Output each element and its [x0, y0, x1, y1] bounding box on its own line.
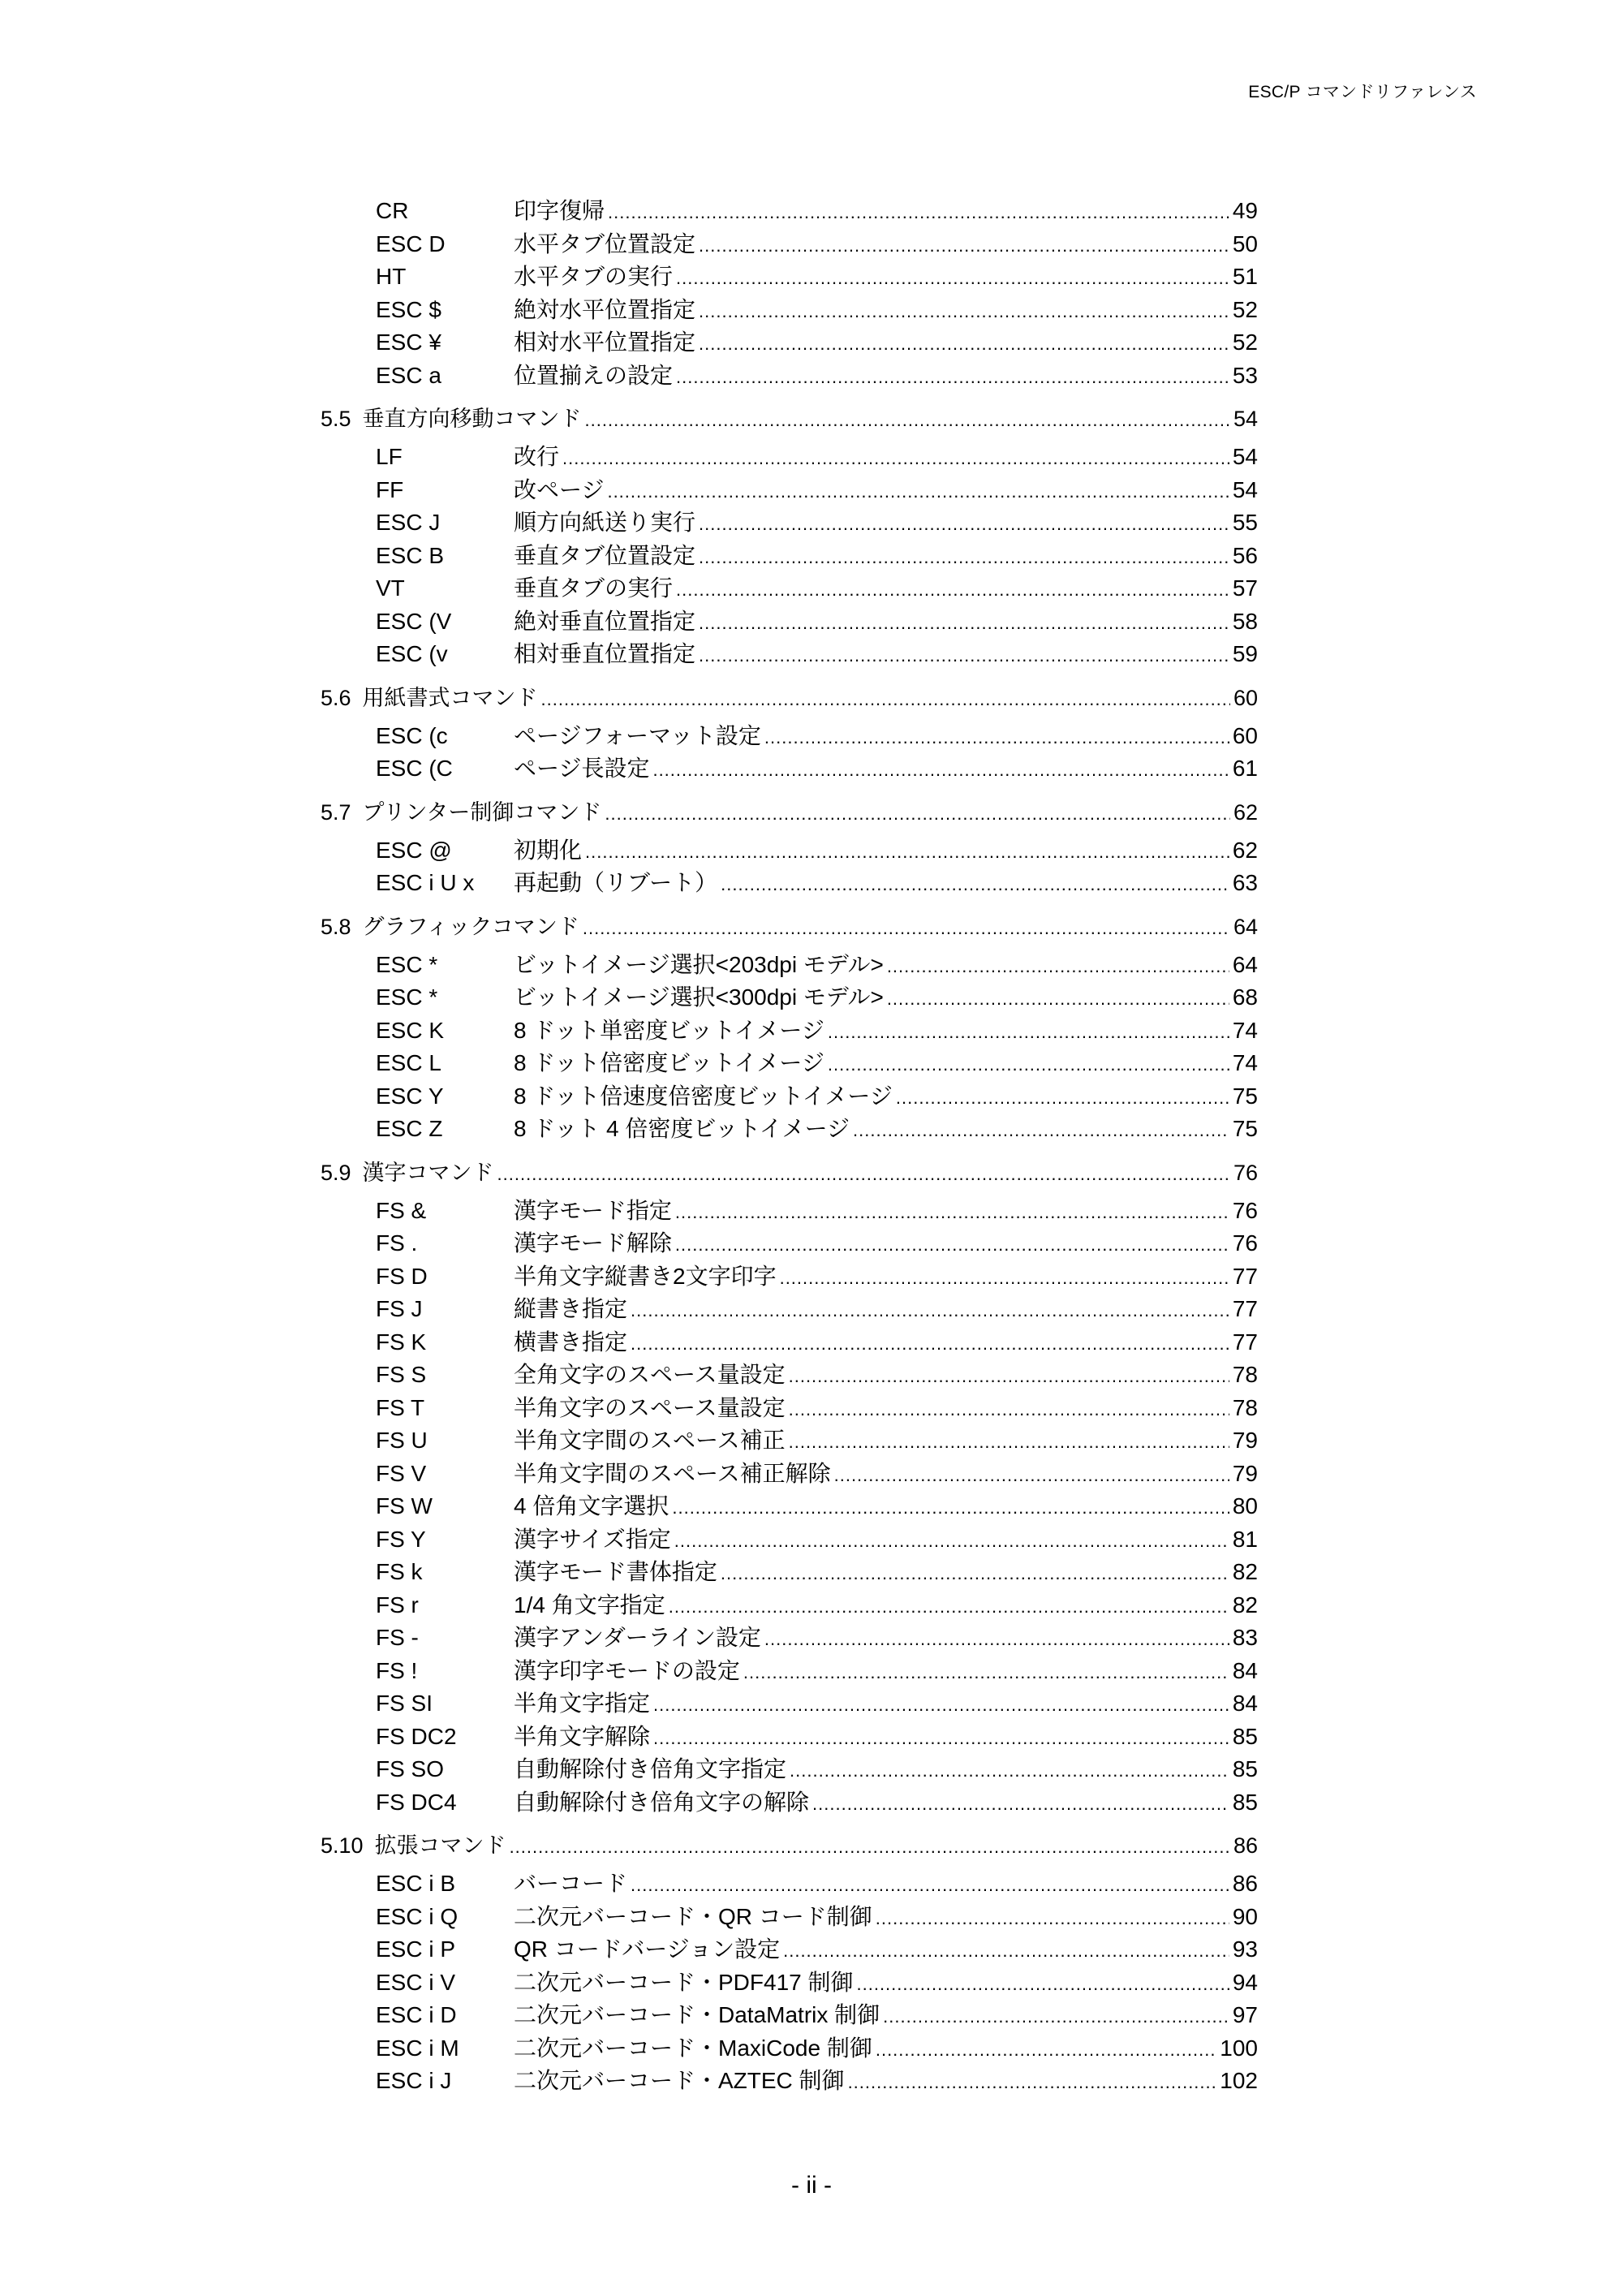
- entry-title: 漢字モード指定: [514, 1197, 672, 1223]
- toc-entry[interactable]: [321, 1589, 1258, 1622]
- dot-leader: [669, 1591, 1229, 1624]
- toc-section-heading[interactable]: [321, 1157, 1258, 1189]
- toc-section: [321, 796, 1258, 900]
- entry-title: 絶対水平位置指定: [514, 296, 696, 322]
- dot-leader: [857, 1968, 1229, 2001]
- entry-page-number: 82: [1232, 1592, 1258, 1618]
- entry-title: 絶対垂直位置指定: [514, 608, 696, 634]
- command-code: ESC Y: [376, 1083, 444, 1109]
- entry-title: ビットイメージ選択<203dpi モデル>: [514, 951, 884, 977]
- entry-page-number: 58: [1232, 608, 1258, 634]
- toc-entry[interactable]: [321, 195, 1258, 228]
- entry-page-number: 97: [1232, 2002, 1258, 2027]
- command-code: FS DC2: [376, 1723, 457, 1749]
- toc-entry[interactable]: [321, 1047, 1258, 1080]
- running-header: ESC/P コマンドリファレンス: [1248, 83, 1477, 101]
- command-code: VT: [376, 575, 405, 601]
- entry-page-number: 102: [1220, 2068, 1258, 2093]
- dot-leader: [790, 1755, 1229, 1788]
- command-code: FS K: [376, 1329, 427, 1355]
- section-page-number: 54: [1233, 407, 1258, 431]
- entry-page-number: 77: [1232, 1329, 1258, 1355]
- toc-section: [321, 195, 1258, 392]
- entry-title: 漢字モード解除: [514, 1230, 672, 1256]
- command-code: ESC (v: [376, 641, 448, 666]
- toc-entry[interactable]: [321, 2032, 1258, 2066]
- entry-page-number: 75: [1232, 1116, 1258, 1141]
- dot-leader: [541, 683, 1230, 716]
- entry-page-number: 55: [1232, 510, 1258, 535]
- entry-page-number: 85: [1232, 1756, 1258, 1781]
- dot-leader: [789, 1360, 1229, 1394]
- section-page-number: 62: [1233, 799, 1258, 825]
- dot-leader: [510, 1831, 1230, 1863]
- entry-title: 半角文字指定: [514, 1691, 651, 1716]
- command-code: ESC i D: [376, 2002, 457, 2027]
- command-code: ESC K: [376, 1017, 445, 1043]
- dot-leader: [887, 983, 1229, 1016]
- entry-title: バーコード: [514, 1871, 628, 1896]
- toc-section: [321, 403, 1258, 671]
- command-code: CR: [376, 198, 409, 223]
- dot-leader: [699, 328, 1229, 361]
- entry-title: ビットイメージ選択<300dpi モデル>: [514, 984, 884, 1010]
- command-code: FS k: [376, 1559, 423, 1584]
- entry-page-number: 64: [1232, 951, 1258, 977]
- entry-page-number: 61: [1232, 756, 1258, 781]
- dot-leader: [605, 798, 1230, 830]
- command-code: ESC B: [376, 542, 445, 568]
- entry-title: 8 ドット単密度ビットイメージ: [514, 1017, 824, 1043]
- dot-leader: [699, 607, 1229, 640]
- toc-entry[interactable]: [321, 1424, 1258, 1458]
- section-page-number: 60: [1233, 685, 1258, 710]
- entry-page-number: 90: [1232, 1903, 1258, 1929]
- toc-entry[interactable]: [321, 1260, 1258, 1294]
- dot-leader: [883, 2001, 1229, 2034]
- command-code: FS r: [376, 1592, 419, 1618]
- command-code: ESC a: [376, 362, 441, 388]
- command-code: ESC @: [376, 837, 452, 863]
- entry-title: 二次元バーコード・PDF417 制御: [514, 1969, 854, 1995]
- entry-title: 縦書き指定: [514, 1296, 628, 1321]
- toc-entry[interactable]: [321, 228, 1258, 261]
- dot-leader: [876, 2034, 1216, 2067]
- toc-entry[interactable]: [321, 752, 1258, 786]
- entry-page-number: 85: [1232, 1723, 1258, 1749]
- table-of-contents: [321, 195, 1258, 2098]
- section-title: プリンター制御コマンド: [362, 799, 602, 825]
- toc-entry[interactable]: [321, 638, 1258, 671]
- entry-page-number: 86: [1232, 1871, 1258, 1896]
- entry-page-number: 74: [1232, 1050, 1258, 1075]
- toc-entry[interactable]: [321, 1556, 1258, 1589]
- toc-entry[interactable]: [321, 605, 1258, 639]
- command-code: ESC i M: [376, 2035, 459, 2061]
- toc-section: [321, 1157, 1258, 1820]
- entry-page-number: 84: [1232, 1691, 1258, 1716]
- entry-title: 漢字印字モードの設定: [514, 1657, 740, 1683]
- entry-page-number: 74: [1232, 1017, 1258, 1043]
- command-code: FS J: [376, 1296, 423, 1321]
- entry-title: 再起動（リブート）: [514, 870, 718, 895]
- entry-title: 半角文字のスペース量設定: [514, 1394, 786, 1420]
- dot-leader: [834, 1459, 1229, 1493]
- dot-leader: [699, 508, 1229, 541]
- toc-entry[interactable]: [321, 1721, 1258, 1754]
- entry-title: 漢字アンダーライン設定: [514, 1625, 761, 1650]
- entry-page-number: 82: [1232, 1559, 1258, 1584]
- command-code: FS .: [376, 1230, 418, 1256]
- command-code: ESC $: [376, 296, 441, 322]
- dot-leader: [497, 1158, 1230, 1191]
- entry-title: 相対垂直位置指定: [514, 641, 696, 666]
- toc-entry[interactable]: [321, 867, 1258, 900]
- toc-section-heading[interactable]: [321, 682, 1258, 714]
- toc-entry[interactable]: [321, 1867, 1258, 1901]
- toc-entry[interactable]: [321, 949, 1258, 982]
- dot-leader: [652, 754, 1229, 787]
- dot-leader: [653, 1689, 1229, 1722]
- entry-page-number: 79: [1232, 1460, 1258, 1486]
- command-code: ESC D: [376, 230, 446, 256]
- entry-page-number: 83: [1232, 1625, 1258, 1650]
- command-code: FS W: [376, 1493, 433, 1518]
- command-code: FS !: [376, 1657, 418, 1683]
- command-code: HT: [376, 264, 407, 289]
- entry-title: 半角文字縦書き2文字印字: [514, 1263, 777, 1289]
- command-code: ESC i J: [376, 2068, 452, 2093]
- entry-title: 8 ドット 4 倍密度ビットイメージ: [514, 1116, 850, 1141]
- dot-leader: [674, 1525, 1229, 1558]
- command-code: ESC J: [376, 510, 441, 535]
- command-code: FS T: [376, 1394, 425, 1420]
- entry-page-number: 62: [1232, 837, 1258, 863]
- command-code: LF: [376, 444, 403, 469]
- dot-leader: [585, 404, 1230, 437]
- dot-leader: [743, 1656, 1229, 1690]
- toc-entry[interactable]: [321, 1622, 1258, 1655]
- entry-title: 漢字サイズ指定: [514, 1526, 671, 1552]
- entry-title: 水平タブ位置設定: [514, 230, 696, 256]
- toc-entry[interactable]: [321, 1655, 1258, 1688]
- section-title: 漢字コマンド: [362, 1160, 494, 1185]
- toc-entry[interactable]: [321, 834, 1258, 868]
- command-code: FS S: [376, 1362, 427, 1387]
- toc-entry[interactable]: [321, 1113, 1258, 1146]
- toc-section: [321, 1829, 1258, 2098]
- dot-leader: [699, 295, 1229, 329]
- dot-leader: [764, 1623, 1229, 1656]
- entry-page-number: 84: [1232, 1657, 1258, 1683]
- dot-leader: [675, 1229, 1229, 1262]
- command-code: ESC i P: [376, 1936, 456, 1962]
- dot-leader: [676, 574, 1229, 607]
- entry-title: 相対水平位置指定: [514, 330, 696, 355]
- toc-entry[interactable]: [321, 1227, 1258, 1260]
- entry-page-number: 100: [1220, 2035, 1258, 2061]
- command-code: ESC L: [376, 1050, 441, 1075]
- entry-title: 位置揃えの設定: [514, 362, 674, 388]
- section-page-number: 76: [1233, 1160, 1258, 1185]
- toc-entry[interactable]: [321, 1014, 1258, 1048]
- entry-page-number: 76: [1232, 1230, 1258, 1256]
- dot-leader: [631, 1294, 1229, 1328]
- toc-entry[interactable]: [321, 981, 1258, 1014]
- toc-entry[interactable]: [321, 1786, 1258, 1820]
- dot-leader: [562, 442, 1229, 476]
- entry-title: 垂直タブの実行: [514, 575, 674, 601]
- toc-entry[interactable]: [321, 1901, 1258, 1934]
- dot-leader: [876, 1902, 1229, 1936]
- toc-entry[interactable]: [321, 441, 1258, 474]
- dot-leader: [653, 1722, 1229, 1755]
- entry-title: 二次元バーコード・AZTEC 制御: [514, 2068, 845, 2093]
- entry-page-number: 56: [1232, 542, 1258, 568]
- dot-leader: [828, 1049, 1229, 1082]
- section-title: 拡張コマンド: [374, 1833, 506, 1858]
- entry-page-number: 53: [1232, 362, 1258, 388]
- entry-page-number: 57: [1232, 575, 1258, 601]
- entry-page-number: 68: [1232, 984, 1258, 1010]
- dot-leader: [699, 230, 1229, 263]
- entry-title: ページ長設定: [514, 756, 650, 781]
- entry-page-number: 85: [1232, 1789, 1258, 1815]
- section-number: 5.5: [321, 407, 351, 431]
- dot-leader: [828, 1016, 1229, 1049]
- entry-page-number: 63: [1232, 870, 1258, 895]
- command-code: FS SO: [376, 1756, 445, 1781]
- toc-section-heading[interactable]: [321, 403, 1258, 435]
- entry-page-number: 54: [1232, 444, 1258, 469]
- command-code: FF: [376, 476, 404, 502]
- entry-title: 横書き指定: [514, 1329, 628, 1355]
- toc-entry[interactable]: [321, 360, 1258, 393]
- entry-title: 二次元バーコード・QR コード制御: [514, 1903, 872, 1929]
- dot-leader: [631, 1328, 1229, 1361]
- entry-page-number: 94: [1232, 1969, 1258, 1995]
- command-code: ESC (C: [376, 756, 453, 781]
- command-code: ESC (c: [376, 722, 448, 748]
- entry-title: 自動解除付き倍角文字指定: [514, 1756, 787, 1781]
- entry-title: 自動解除付き倍角文字の解除: [514, 1789, 810, 1815]
- entry-title: 1/4 角文字指定: [514, 1592, 665, 1618]
- command-code: ESC i Q: [376, 1903, 458, 1929]
- command-code: FS SI: [376, 1691, 433, 1716]
- entry-page-number: 51: [1232, 264, 1258, 289]
- dot-leader: [896, 1082, 1229, 1115]
- entry-title: ページフォーマット設定: [514, 722, 761, 748]
- command-code: ESC *: [376, 984, 438, 1010]
- toc-entry[interactable]: [321, 1687, 1258, 1721]
- dot-leader: [812, 1788, 1229, 1821]
- entry-page-number: 52: [1232, 330, 1258, 355]
- entry-title: 順方向紙送り実行: [514, 510, 696, 535]
- page-number: - ii -: [791, 2172, 832, 2199]
- entry-title: 二次元バーコード・MaxiCode 制御: [514, 2035, 872, 2061]
- toc-entry[interactable]: [321, 1326, 1258, 1359]
- command-code: FS Y: [376, 1526, 426, 1552]
- dot-leader: [699, 541, 1229, 575]
- dot-leader: [848, 2066, 1217, 2100]
- section-number: 5.10: [321, 1833, 364, 1858]
- toc-entry[interactable]: [321, 326, 1258, 360]
- entry-title: 半角文字間のスペース補正: [514, 1428, 786, 1453]
- toc-entry[interactable]: [321, 1080, 1258, 1114]
- dot-leader: [676, 262, 1229, 295]
- toc-entry[interactable]: [321, 1458, 1258, 1491]
- command-code: FS -: [376, 1625, 419, 1650]
- entry-page-number: 49: [1232, 198, 1258, 223]
- dot-leader: [780, 1262, 1229, 1295]
- section-number: 5.9: [321, 1160, 351, 1185]
- command-code: ESC i V: [376, 1969, 456, 1995]
- entry-page-number: 77: [1232, 1296, 1258, 1321]
- toc-entry[interactable]: [321, 506, 1258, 540]
- dot-leader: [853, 1114, 1229, 1148]
- command-code: ESC Z: [376, 1116, 443, 1141]
- entry-page-number: 75: [1232, 1083, 1258, 1109]
- toc-entry[interactable]: [321, 2065, 1258, 2098]
- dot-leader: [789, 1394, 1229, 1427]
- toc-entry[interactable]: [321, 261, 1258, 294]
- section-title: グラフィックコマンド: [362, 914, 579, 939]
- entry-title: 8 ドット倍密度ビットイメージ: [514, 1050, 824, 1075]
- entry-page-number: 78: [1232, 1394, 1258, 1420]
- entry-page-number: 81: [1232, 1526, 1258, 1552]
- command-code: ESC ¥: [376, 330, 441, 355]
- section-number: 5.7: [321, 799, 351, 825]
- toc-entry[interactable]: [321, 1933, 1258, 1966]
- command-code: FS V: [376, 1460, 427, 1486]
- entry-page-number: 52: [1232, 296, 1258, 322]
- entry-page-number: 50: [1232, 230, 1258, 256]
- entry-page-number: 54: [1232, 476, 1258, 502]
- section-title: 用紙書式コマンド: [362, 685, 538, 710]
- toc-entry[interactable]: [321, 1392, 1258, 1425]
- entry-title: 二次元バーコード・DataMatrix 制御: [514, 2002, 880, 2027]
- dot-leader: [585, 836, 1229, 869]
- toc-entry[interactable]: [321, 540, 1258, 573]
- entry-title: 水平タブの実行: [514, 264, 674, 289]
- section-page-number: 64: [1233, 914, 1258, 939]
- entry-title: 垂直タブ位置設定: [514, 542, 696, 568]
- entry-title: 8 ドット倍速度倍密度ビットイメージ: [514, 1083, 893, 1109]
- dot-leader: [675, 1196, 1229, 1230]
- command-code: ESC i U x: [376, 870, 475, 895]
- command-code: ESC (V: [376, 608, 452, 634]
- command-code: FS DC4: [376, 1789, 457, 1815]
- section-page-number: 86: [1233, 1833, 1258, 1858]
- dot-leader: [721, 1557, 1229, 1591]
- entry-page-number: 80: [1232, 1493, 1258, 1518]
- entry-page-number: 60: [1232, 722, 1258, 748]
- entry-title: 全角文字のスペース量設定: [514, 1362, 786, 1387]
- toc-entry[interactable]: [321, 474, 1258, 507]
- command-code: ESC *: [376, 951, 438, 977]
- toc-section-heading[interactable]: [321, 1829, 1258, 1862]
- section-number: 5.6: [321, 685, 351, 710]
- entry-title: 改行: [514, 444, 560, 469]
- command-code: FS D: [376, 1263, 428, 1289]
- entry-title: 4 倍角文字選択: [514, 1493, 669, 1518]
- toc-entry[interactable]: [321, 1490, 1258, 1523]
- entry-page-number: 78: [1232, 1362, 1258, 1387]
- dot-leader: [764, 722, 1229, 755]
- entry-title: 印字復帰: [514, 198, 605, 223]
- command-code: ESC i B: [376, 1871, 456, 1896]
- toc-section-heading[interactable]: [321, 796, 1258, 829]
- toc-entry[interactable]: [321, 572, 1258, 605]
- toc-entry[interactable]: [321, 1966, 1258, 2000]
- dot-leader: [607, 476, 1229, 509]
- toc-entry[interactable]: [321, 1293, 1258, 1326]
- entry-page-number: 59: [1232, 641, 1258, 666]
- dot-leader: [676, 361, 1229, 394]
- dot-leader: [783, 1935, 1229, 1968]
- dot-leader: [672, 1492, 1229, 1525]
- dot-leader: [887, 950, 1229, 984]
- toc-entry[interactable]: [321, 294, 1258, 327]
- command-code: FS U: [376, 1428, 428, 1453]
- dot-leader: [789, 1426, 1229, 1459]
- entry-title: 初期化: [514, 837, 583, 863]
- entry-title: 半角文字間のスペース補正解除: [514, 1460, 831, 1486]
- toc-entry[interactable]: [321, 1999, 1258, 2032]
- section-number: 5.8: [321, 914, 351, 939]
- dot-leader: [699, 640, 1229, 673]
- dot-leader: [631, 1869, 1229, 1902]
- dot-leader: [583, 912, 1230, 945]
- toc-section: [321, 911, 1258, 1146]
- section-title: 垂直方向移動コマンド: [362, 407, 582, 431]
- entry-page-number: 79: [1232, 1428, 1258, 1453]
- toc-entry[interactable]: [321, 720, 1258, 753]
- toc-entry[interactable]: [321, 1753, 1258, 1786]
- entry-title: 漢字モード書体指定: [514, 1559, 717, 1584]
- entry-page-number: 76: [1232, 1197, 1258, 1223]
- dot-leader: [721, 868, 1229, 902]
- entry-title: QR コードバージョン設定: [514, 1936, 781, 1962]
- entry-title: 改ページ: [514, 476, 605, 502]
- entry-title: 半角文字解除: [514, 1723, 651, 1749]
- toc-section: [321, 682, 1258, 786]
- toc-entry[interactable]: [321, 1195, 1258, 1228]
- toc-section-heading[interactable]: [321, 911, 1258, 943]
- entry-page-number: 93: [1232, 1936, 1258, 1962]
- dot-leader: [608, 196, 1229, 230]
- toc-entry[interactable]: [321, 1359, 1258, 1392]
- toc-entry[interactable]: [321, 1523, 1258, 1557]
- entry-page-number: 77: [1232, 1263, 1258, 1289]
- command-code: FS &: [376, 1197, 427, 1223]
